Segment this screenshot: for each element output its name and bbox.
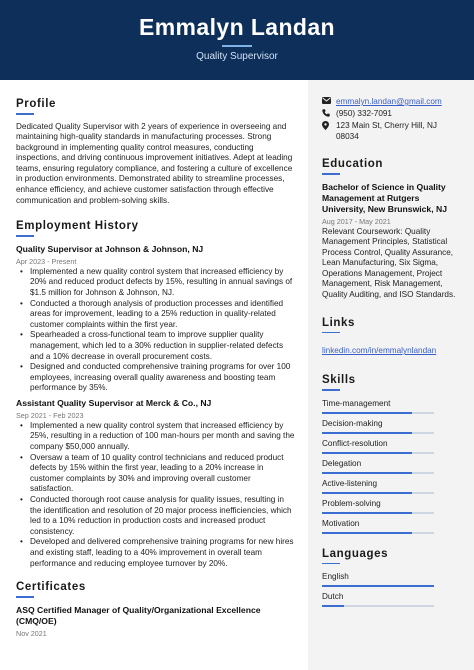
skill-label: Time-management [322,398,391,408]
section-divider [16,596,34,598]
certificate-title: ASQ Certified Manager of Quality/Organizational Excellence (CMQ/OE) [16,604,261,626]
job-bullet: • Implemented a new quality control system that increased efficiency by 25%, resulting in a reduction of 100 man-hours per month and saving the company $50,000 annually. [30,421,296,453]
job-entry [16,244,296,394]
job-title: Quality Supervisor at Johnson & Johnson, NJ [16,243,204,254]
skill-level-bar [322,472,434,474]
skill-level-fill [322,492,412,494]
skill-item [322,418,462,434]
job-bullet: • Developed and delivered comprehensive training programs for new hires and existing staff, leading to a 40% improvement in overall team performance and reducing employee turnover by 20%. [30,537,296,569]
job-bullets [16,267,296,394]
links-section [322,317,462,359]
section-divider [16,235,34,237]
skill-label: Active-listening [322,478,378,488]
skill-level-bar [322,492,434,494]
job-bullets [16,421,296,569]
skill-level-bar [322,532,434,534]
name-divider [222,45,252,47]
job-entry [16,398,296,569]
job-title: Assistant Quality Supervisor at Merck & Co., NJ [16,397,212,408]
employment-heading: Employment History [16,220,139,233]
job-bullet: • Conducted a thorough analysis of production processes and identified areas for improvement, leading to a 25% reduction in quality-related customer complaints within the first year. [30,299,296,331]
section-divider [16,113,34,115]
contact-email-link[interactable]: emmalyn.landan@gmail.com [336,97,442,106]
language-item [322,571,462,587]
linkedin-link[interactable]: linkedin.com/in/emmalynlandan [322,346,437,356]
certificates-heading: Certificates [16,581,86,594]
job-dates: Apr 2023 - Present [16,256,77,266]
skill-level-fill [322,432,412,434]
links-heading: Links [322,316,356,329]
job-bullet: • Conducted thorough root cause analysis for quality issues, resulting in the identification and resolution of 20 major process inefficiencies, which led to a 10% reduction in production costs and increased product consistency. [30,495,296,537]
skill-item [322,398,462,414]
contact-phone-row [322,108,462,119]
language-label: Dutch [322,592,344,602]
location-pin-icon [322,120,336,130]
skills-list [322,398,462,534]
contact-address: 123 Main St, Cherry Hill, NJ 08034 [336,121,438,141]
skills-heading: Skills [322,374,356,387]
contact-phone: (950) 332-7091 [336,109,392,118]
skill-level-fill [322,512,412,514]
skill-level-bar [322,512,434,514]
skill-level-bar [322,432,434,434]
language-level-fill [322,605,344,607]
skill-label: Decision-making [322,418,383,428]
languages-heading: Languages [322,547,389,560]
profile-text: Dedicated Quality Supervisor with 2 years of experience in overseeing and maintaining high-quality standards in manufacturing processes. Strong background in implementing quality control measures, conducting inspections, and driving continuous improvement initiatives. Adept at leading teams, ensuring regulatory compliance, and fostering a culture of excellence in production environments. Demonstrated ability to streamline processes, enhance efficiency, and achieve customer satisfaction through effective communication and problem-solving skills. [16,121,293,205]
education-coursework: Relevant Coursework: Quality Management Principles, Statistical Process Control, Quality Assurance, Lean Manufacturing, Six Sigma, Operations Management, Project Management, Risk Management, Quality Auditing, and ISO Standards. [322,226,456,300]
education-heading: Education [322,158,383,170]
education-section [322,158,462,301]
skill-item [322,498,462,514]
certificates-section [16,581,296,638]
resume-header [0,0,474,80]
job-bullet: • Spearheaded a cross-functional team to improve supplier quality management, which led to a 30% reduction in supplier-related defects and a 10% decrease in overall procurement costs. [30,330,296,362]
skills-section [322,374,462,534]
skill-label: Conflict-resolution [322,438,388,448]
main-column [0,80,308,670]
section-divider [322,332,340,334]
profile-heading: Profile [16,98,56,110]
contact-address-row [322,120,462,142]
skill-item [322,458,462,474]
sidebar [308,80,474,670]
language-level-bar [322,605,434,607]
candidate-job-title: Quality Supervisor [196,50,278,62]
mail-icon [322,96,336,104]
contact-email-row [322,96,462,107]
education-dates: Aug 2017 - May 2021 [322,216,391,226]
skill-item [322,518,462,534]
candidate-name: Emmalyn Landan [138,14,336,40]
certificate-date: Nov 2021 [16,628,47,638]
employment-section [16,220,296,569]
language-item [322,591,462,607]
contact-section [322,96,462,142]
skill-level-fill [322,472,412,474]
language-level-fill [322,585,434,587]
phone-icon [322,108,336,117]
language-label: English [322,572,349,582]
skill-label: Problem-solving [322,498,381,508]
skill-level-fill [322,412,412,414]
skill-level-bar [322,412,434,414]
languages-section [322,548,462,608]
profile-section [16,98,296,206]
skill-label: Motivation [322,518,360,528]
section-divider [322,389,340,391]
language-level-bar [322,585,434,587]
job-bullet: • Designed and conducted comprehensive training programs for over 100 employees, increasing overall quality awareness and boosting team performance by 35%. [30,362,296,394]
job-bullet: • Implemented a new quality control system that increased efficiency by 20% and reduced product defects by 15%, resulting in annual savings of $1.5 million for Johnson & Johnson, NJ. [30,267,296,299]
skill-item [322,438,462,454]
skill-level-fill [322,532,412,534]
section-divider [322,173,340,175]
job-bullet: • Oversaw a team of 10 quality control technicians and reduced product defects by 15% within the first year, leading to a 20% increase in customer complaints by 30% and improving overall customer satisfaction. [30,453,296,495]
skill-item [322,478,462,494]
education-degree: Bachelor of Science in Quality Management at Rutgers University, New Brunswick, NJ [322,181,447,214]
skill-label: Delegation [322,458,362,468]
job-dates: Sep 2021 - Feb 2023 [16,410,84,420]
skill-level-fill [322,452,412,454]
skill-level-bar [322,452,434,454]
section-divider [322,563,340,565]
